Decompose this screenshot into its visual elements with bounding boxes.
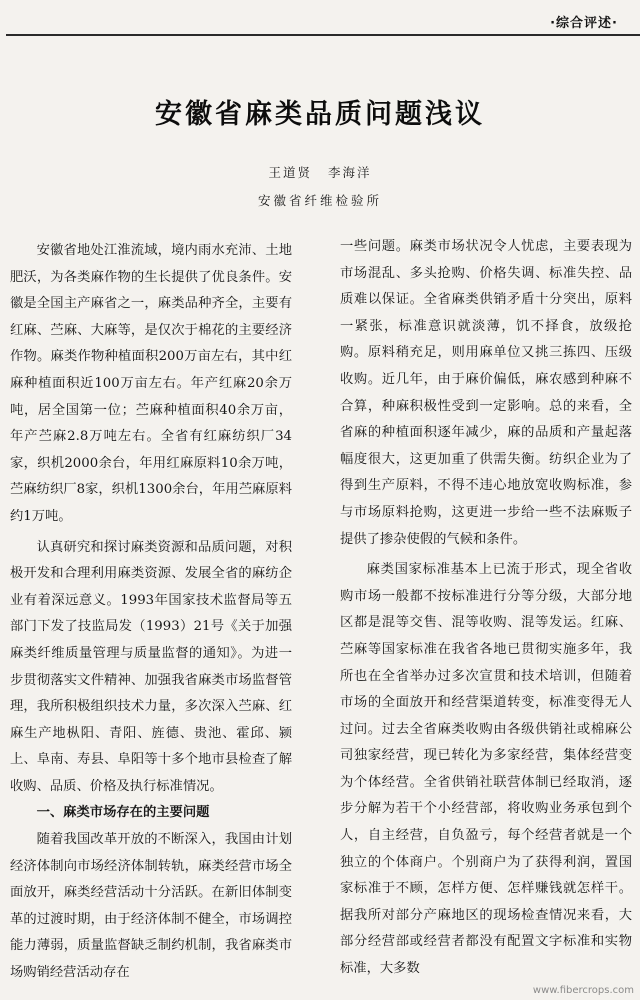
site-watermark: www.fibercrops.com	[532, 985, 634, 996]
header-rule	[6, 34, 640, 36]
section-tag: ·综合评述·	[550, 16, 618, 31]
paragraph-market-issues: 一些问题。麻类市场状况令人忧虑，主要表现为市场混乱、多头抢购、价格失调、标准失控、品质难以保证。全省麻类供销矛盾十分突出，原料一紧张，标准意识就淡薄，饥不择食，放级抢购。原料稍充足，则用麻单位又挑三拣四、压级收购。近几年，由于麻价偏低，麻农感到种麻不合算，种麻积极性受到一定影响。总的来看，全省麻的种植面积逐年减少，麻的品质和产量起落幅度很大，这更加重了供需失衡。纺织企业为了得到生产原料，不得不违心地放宽收购标准，参与市场原料抢购，这更进一步给一些不法麻贩子提供了掺杂使假的气候和条件。	[340, 239, 632, 547]
left-column	[10, 238, 292, 987]
article-affiliation: 安徽省纤维检验所	[257, 193, 382, 208]
paragraph-market-background: 随着我国改革开放的不断深入，我国由计划经济体制向市场经济体制转轨，麻类经营市场全面放开，麻类经营活动十分活跃。在新旧体制变革的过渡时期，由于经济体制不健全，市场调控能力薄弱，质量监督缺乏制约机制，我省麻类市场购销经营活动存在	[10, 832, 292, 981]
right-column	[340, 234, 632, 983]
paragraph-standards: 麻类国家标准基本上已流于形式，现全省收购市场一般都不按标准进行分等分级，大部分地区都是混等交售、混等收购、混等发运。红麻、苎麻等国家标准在我省各地已贯彻实施多年，我所也在全省举办过多次宣贯和技术培训，但随着市场的全面放开和经营渠道转变，标准变得无人过问。过去全省麻类收购由各级供销社或棉麻公司独家经营，现已转化为多家经营，集体经营变为个体经营。全省供销社联营体制已经取消，逐步分解为若干个小经营部，将收购业务承包到个人，自主经营，自负盈亏，每个经营者就是一个独立的个体商户。个别商户为了获得利润，置国家标准于不顾，怎样方便、怎样赚钱就怎样干。据我所对部分产麻地区的现场检查情况来看，大部分经营部或经营者都没有配置文字标准和实物标准，大多数	[340, 562, 632, 977]
article-title: 安徽省麻类品质问题浅议	[155, 99, 485, 130]
section-heading-market-problems: 一、麻类市场存在的主要问题	[36, 805, 210, 821]
paragraph-significance: 认真研究和探讨麻类资源和品质问题，对积极开发和合理利用麻类资源、发展全省的麻纺企业有着深远意义。1993年国家技术监督局等五部门下发了技监局发（1993）21号《关于加强麻类纤维质量管理与质量监督的通知》。为进一步贯彻落实文件精神、加强我省麻类市场监督管理，我所积极组织技术力量，多次深入苎麻、红麻生产地枞阳、青阳、旌德、贵池、霍邱、颍上、阜南、寿县、阜阳等十多个地市县检查了解收购、品质、价格及执行标准情况。	[10, 539, 292, 794]
paragraph-intro: 安徽省地处江淮流域，境内雨水充沛、土地肥沃，为各类麻作物的生长提供了优良条件。安徽是全国主产麻省之一，麻类品种齐全，主要有红麻、苎麻、大麻等，是仅次于棉花的主要经济作物。麻类作物种植面积200万亩左右，其中红麻种植面积近100万亩左右。年产红麻20余万吨，居全国第一位；苎麻种植面积40余万亩，年产苎麻2.8万吨左右。全省有红麻纺织厂34家，织机2000余台，年用红麻原料10余万吨，苎麻纺织厂8家，织机1300余台，年用苎麻原料约1万吨。	[10, 243, 292, 524]
article-authors: 王道贤 李海洋	[268, 165, 372, 180]
